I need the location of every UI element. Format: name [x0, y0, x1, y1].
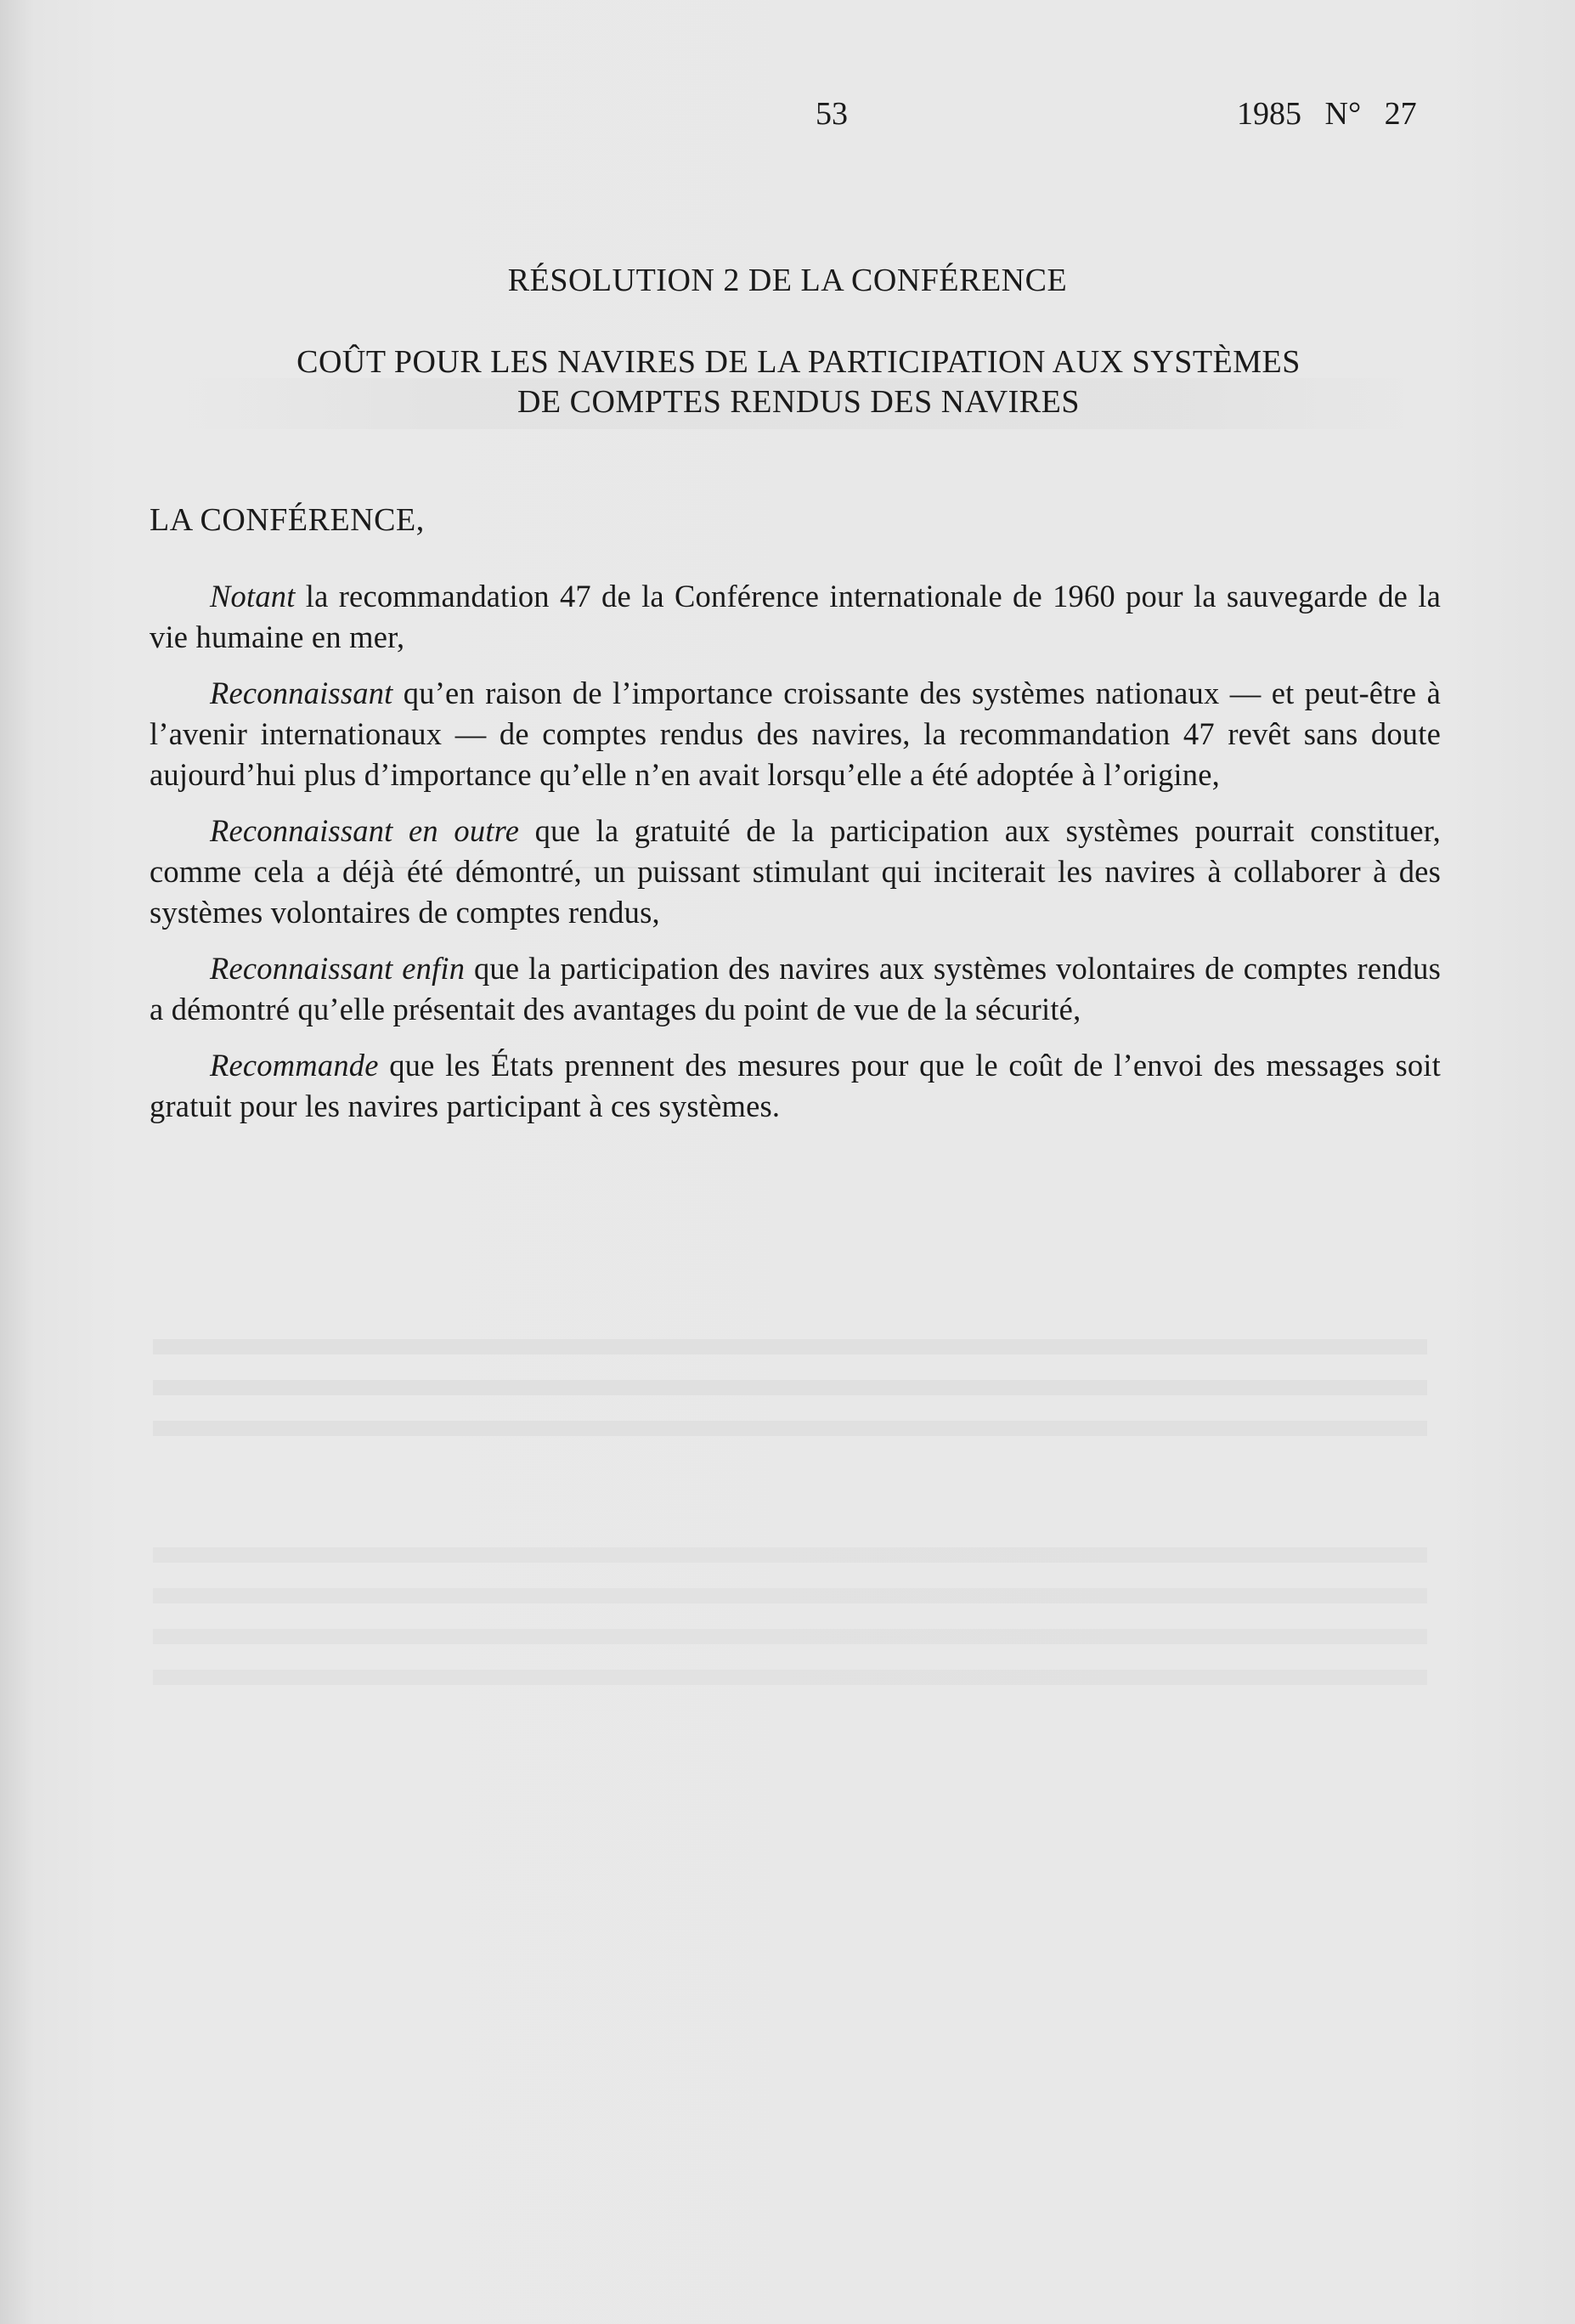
- paragraph-text: que la gratuité de la participation aux systèmes pourrait constituer, comme cela a déjà été démontré, un puissant stimulant qui inciterait les navires à collaborer à des systèmes volontaires de comptes rendus,: [150, 813, 1441, 930]
- paragraph-text: la recommandation 47 de la Conférence internationale de 1960 pour la sauvegarde de la vie humaine en mer,: [150, 579, 1441, 654]
- resolution-title: RÉSOLUTION 2 DE LA CONFÉRENCE: [507, 263, 1068, 298]
- paragraph-notant: [150, 576, 1441, 658]
- paragraph-lead: Notant: [210, 579, 296, 614]
- resolution-subtitle-line-1: COÛT POUR LES NAVIRES DE LA PARTICIPATION AUX SYSTÈMES: [296, 344, 1301, 380]
- paragraph-text: que les États prennent des mesures pour que le coût de l’envoi des messages soit gratuit pour les navires participant à ces systèmes.: [150, 1048, 1441, 1123]
- paragraph-text: qu’en raison de l’importance croissante des systèmes nationaux — et peut-être à l’avenir internationaux — de comptes rendus des navires, la recommandation 47 revêt sans doute aujourd’hui plus d’importance qu’elle n’en avait lorsqu’elle a été adoptée à l’origine,: [150, 676, 1441, 792]
- issue-reference: 1985 N° 27: [1237, 96, 1417, 132]
- paragraph-lead: Reconnaissant en outre: [210, 813, 520, 848]
- page-number: 53: [816, 96, 848, 132]
- show-through-band-3: [153, 1326, 1427, 1462]
- addressee: LA CONFÉRENCE,: [150, 502, 425, 538]
- resolution-subtitle: [102, 342, 1495, 422]
- paragraph-lead: Recommande: [210, 1048, 379, 1083]
- paragraph-reconnaissant-enfin: [150, 948, 1441, 1030]
- paragraph-text: que la participation des navires aux systèmes volontaires de comptes rendus a démontré qu’elle présentait des avantages du point de vue de la sécurité,: [150, 951, 1441, 1026]
- show-through-band-4: [153, 1534, 1427, 1704]
- paragraph-lead: Reconnaissant: [210, 676, 393, 710]
- paragraph-lead: Reconnaissant enfin: [210, 951, 466, 986]
- resolution-subtitle-line-2: DE COMPTES RENDUS DES NAVIRES: [517, 384, 1080, 420]
- resolution-body: [150, 500, 1441, 1142]
- paragraph-reconnaissant: [150, 673, 1441, 795]
- paragraph-recommande: [150, 1045, 1441, 1127]
- paragraph-reconnaissant-en-outre: [150, 811, 1441, 933]
